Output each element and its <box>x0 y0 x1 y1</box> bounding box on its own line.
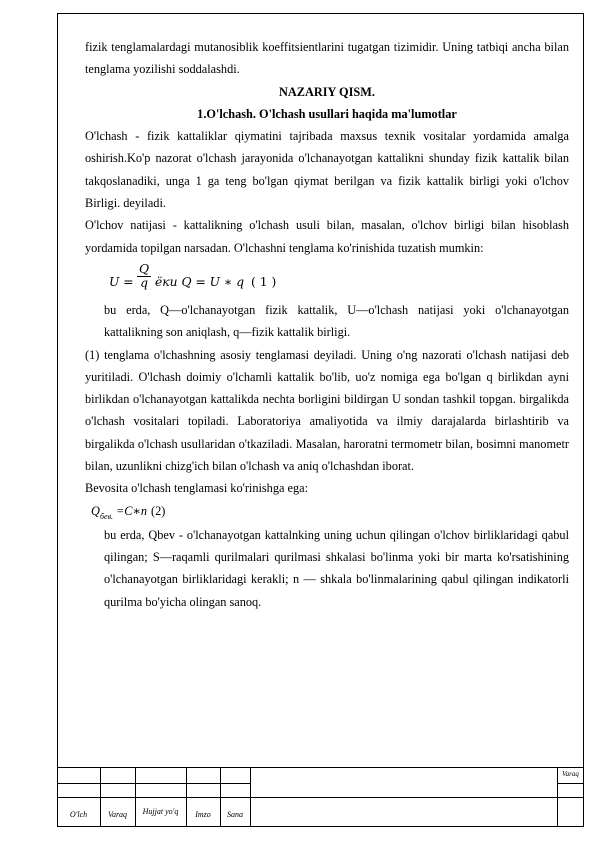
section-title: NAZARIY QISM. <box>279 84 375 99</box>
paragraph-5: Bevosita o'lchash tenglamasi ko'rinishga ega: <box>85 481 308 496</box>
stamp-col-sheet: Varaq <box>107 810 128 819</box>
stamp-col-change: O'lch <box>69 810 88 819</box>
paragraph-3: bu erda, Q—o'lchanayotgan fizik kattalik, U—o'lchash natijasi yoki o'lchanayotgan kattalikning son aniqlash, q—fizik kattalik birligi. <box>104 302 569 340</box>
stamp-col-signature: Imzo <box>195 810 211 819</box>
paragraph-6: bu erda, Qbev - o'lchanayotgan kattalnking uning uchun qilingan o'lchov birliklaridagi qabul qilingan; S—raqamli qurilmalari qurilmasi shkalasi bo'linma yoki bir marta ko'rsatishining o'lchanayotgan birliklaridagi kerakli; n — shkala bo'linmalarining qabul qilingan indikatorli qurilma bo'yicha olingan sanoq. <box>104 527 569 609</box>
stamp-col-date: Sana <box>227 810 243 819</box>
formula-1-numerator: Q <box>139 261 150 276</box>
formula-2-q: Q <box>91 503 100 518</box>
formula-1-fraction <box>137 263 151 290</box>
formula-2 <box>85 500 569 524</box>
formula-1-lhs: U = <box>109 274 134 289</box>
stamp-col-document: Hujjat yo'q <box>142 807 179 816</box>
formula-2-number: (2) <box>151 503 166 518</box>
formula-2-subscript: бев. <box>100 511 114 521</box>
paragraph-4: (1) tenglama o'lchashning asosiy tenglamasi deyiladi. Uning o'ng nazorati o'lchash natijasi deb yuritiladi. O'lchash doimiy o'lchamli kattalik bo'lib, uo'z nomiga ega bo'lgan q birlikdan ayni birlikdan o'lchanayotgan kattalikda nechta borligini bildirgan U sondan tashkil topgan. birgalikda o'lchash vositalari topiladi. Laboratoriya amaliyotida va ilmiy darajalarda birlashtirib va birgalikda o'lchash usullaridan o'tkaziladi. Masalan, haroratni termometr bilan, bosimni manometr bilan, uzunlikni chizg'ich bilan o'lchash va aniq o'lchashdan iborat. <box>85 347 569 474</box>
paragraph-1: O'lchash - fizik kattaliklar qiymatini tajribada maxsus texnik vositalar yordamida amalga oshirish.Ko'p nazorat o'lchash jarayonida o'lchanayotgan kattalikni shunday fizik kattalik bilan takqoslanadiki, unga 1 ga teng bo'lgan qiymat berilgan va fizik kattalik birligi yoki o'lchov Birligi. deyiladi. <box>85 129 569 211</box>
formula-1-number: ( 1 ) <box>251 274 277 289</box>
stamp-sheet-label: Varaq <box>562 770 579 778</box>
formula-2-rhs: =C∗n <box>116 503 148 518</box>
formula-1-rhs: ёки Q = U ∗ q <box>155 274 245 289</box>
intro-paragraph: fizik tenglamalardagi mutanosiblik koeffitsientlarini tugatgan tizimidir. Uning tatbiqi ancha bilan tenglama yozilishi soddalashdi. <box>85 40 569 77</box>
subsection-title: 1.O'lchash. O'lchash usullari haqida ma'lumotlar <box>197 106 457 121</box>
formula-1 <box>85 259 569 299</box>
formula-1-denominator: q <box>140 275 148 290</box>
document-body <box>85 36 569 613</box>
title-block-stamp <box>57 767 584 827</box>
paragraph-2: O'lchov natijasi - kattalikning o'lchash usuli bilan, masalan, o'lchov birligi bilan hisoblash yordamida topilgan narsadan. O'lchashni tenglama ko'rinishida tuzatish mumkin: <box>85 218 569 255</box>
